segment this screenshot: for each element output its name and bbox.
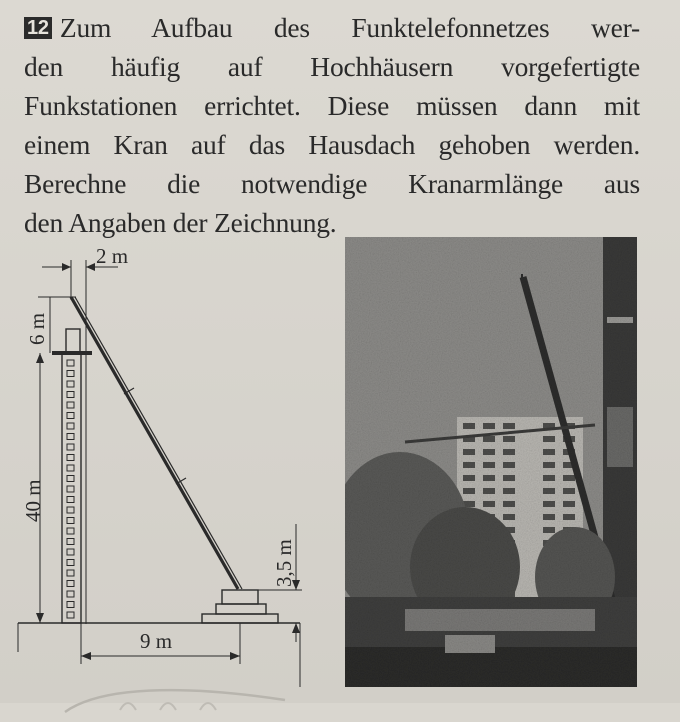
task-number-badge: 12 [24,17,52,39]
building-window [67,465,74,471]
building-window [67,591,74,597]
photo-window [503,501,515,507]
photo-shopfront [405,609,595,631]
task-line-4: einem Kran auf das Hausdach gehoben werden. [24,129,640,160]
building-window [67,476,74,482]
photo-window [483,449,495,455]
dim-9m-arrow-left [81,652,91,660]
label-3-5m: 3,5 m [272,539,296,587]
photo-window [543,436,555,442]
photo-window [483,475,495,481]
photo-window [483,462,495,468]
photo-window [483,488,495,494]
photo-window [483,501,495,507]
photo-window [463,488,475,494]
photo-window [503,449,515,455]
building-window [67,518,74,524]
crane-arm [71,297,238,589]
crane-diagram [0,232,340,703]
photo-window [503,462,515,468]
building-window [67,413,74,419]
building-window [67,455,74,461]
building-window [67,549,74,555]
building-window [67,612,74,618]
building-window [67,434,74,440]
photo-window [503,475,515,481]
photo-window [543,488,555,494]
dim-35m-arrow-bottom [292,623,300,633]
task-text [24,8,640,242]
photo-window [543,475,555,481]
photo-window [563,475,575,481]
task-line-5: Berechne die notwendige Kranarmlänge aus [24,168,640,199]
photo-car [445,635,495,653]
building-window [67,423,74,429]
photo-window [503,423,515,429]
building-window [67,560,74,566]
photo-window [463,449,475,455]
crane-photo-svg [345,237,637,687]
crane-arm-edge [75,297,242,589]
photo-window [543,514,555,520]
building-outline [62,353,81,623]
photo-window [543,501,555,507]
dim-9m-arrow-right [230,652,240,660]
crane-outriggers [202,614,278,623]
label-40m: 40 m [21,479,45,522]
label-2m: 2 m [96,244,129,268]
building-window [67,570,74,576]
dim-40m-arrow-bottom [36,613,44,623]
station-box [66,329,80,353]
dim-40m-arrow-top [36,353,44,363]
task-line-2: den häufig auf Hochhäusern vorgefertigte [24,51,640,82]
task-line-6: den Angaben der Zeichnung. [24,207,337,238]
photo-window [563,514,575,520]
photo-window [503,436,515,442]
building-window [67,602,74,608]
building-window [67,497,74,503]
photo-window [463,475,475,481]
building-window [67,528,74,534]
task-line-1: 12 Zum Aufbau des Funktelefonnetzes wer- [24,8,640,47]
photo-window [463,462,475,468]
photo-window [543,527,555,533]
photo-window [563,488,575,494]
building-window [67,581,74,587]
building-window [67,402,74,408]
crane-photo [345,237,637,687]
building-window [67,539,74,545]
photo-window [483,436,495,442]
building-window [67,392,74,398]
photo-right-building-stripe [607,317,633,323]
photo-window [503,514,515,520]
pencil-annotation [60,682,290,722]
building-window [67,371,74,377]
building-window [67,507,74,513]
photo-window [483,423,495,429]
building-window [67,360,74,366]
dim-2m-arrow-right [86,263,95,271]
crane-diagram-svg [0,232,340,703]
label-6m: 6 m [25,312,49,345]
photo-window [463,423,475,429]
dim-2m-arrow-left [62,263,71,271]
building-windows [67,360,74,618]
photo-right-building-window [607,407,633,467]
photo-window [543,449,555,455]
label-9m: 9 m [140,629,173,653]
photo-window [563,501,575,507]
photo-window [503,488,515,494]
crane-chassis [216,604,266,614]
building-window [67,381,74,387]
task-line-3: Funkstationen errichtet. Diese müssen dann mit [24,90,640,121]
building-window [67,486,74,492]
building-window [67,444,74,450]
photo-window [543,462,555,468]
crane-cabin [222,590,258,604]
